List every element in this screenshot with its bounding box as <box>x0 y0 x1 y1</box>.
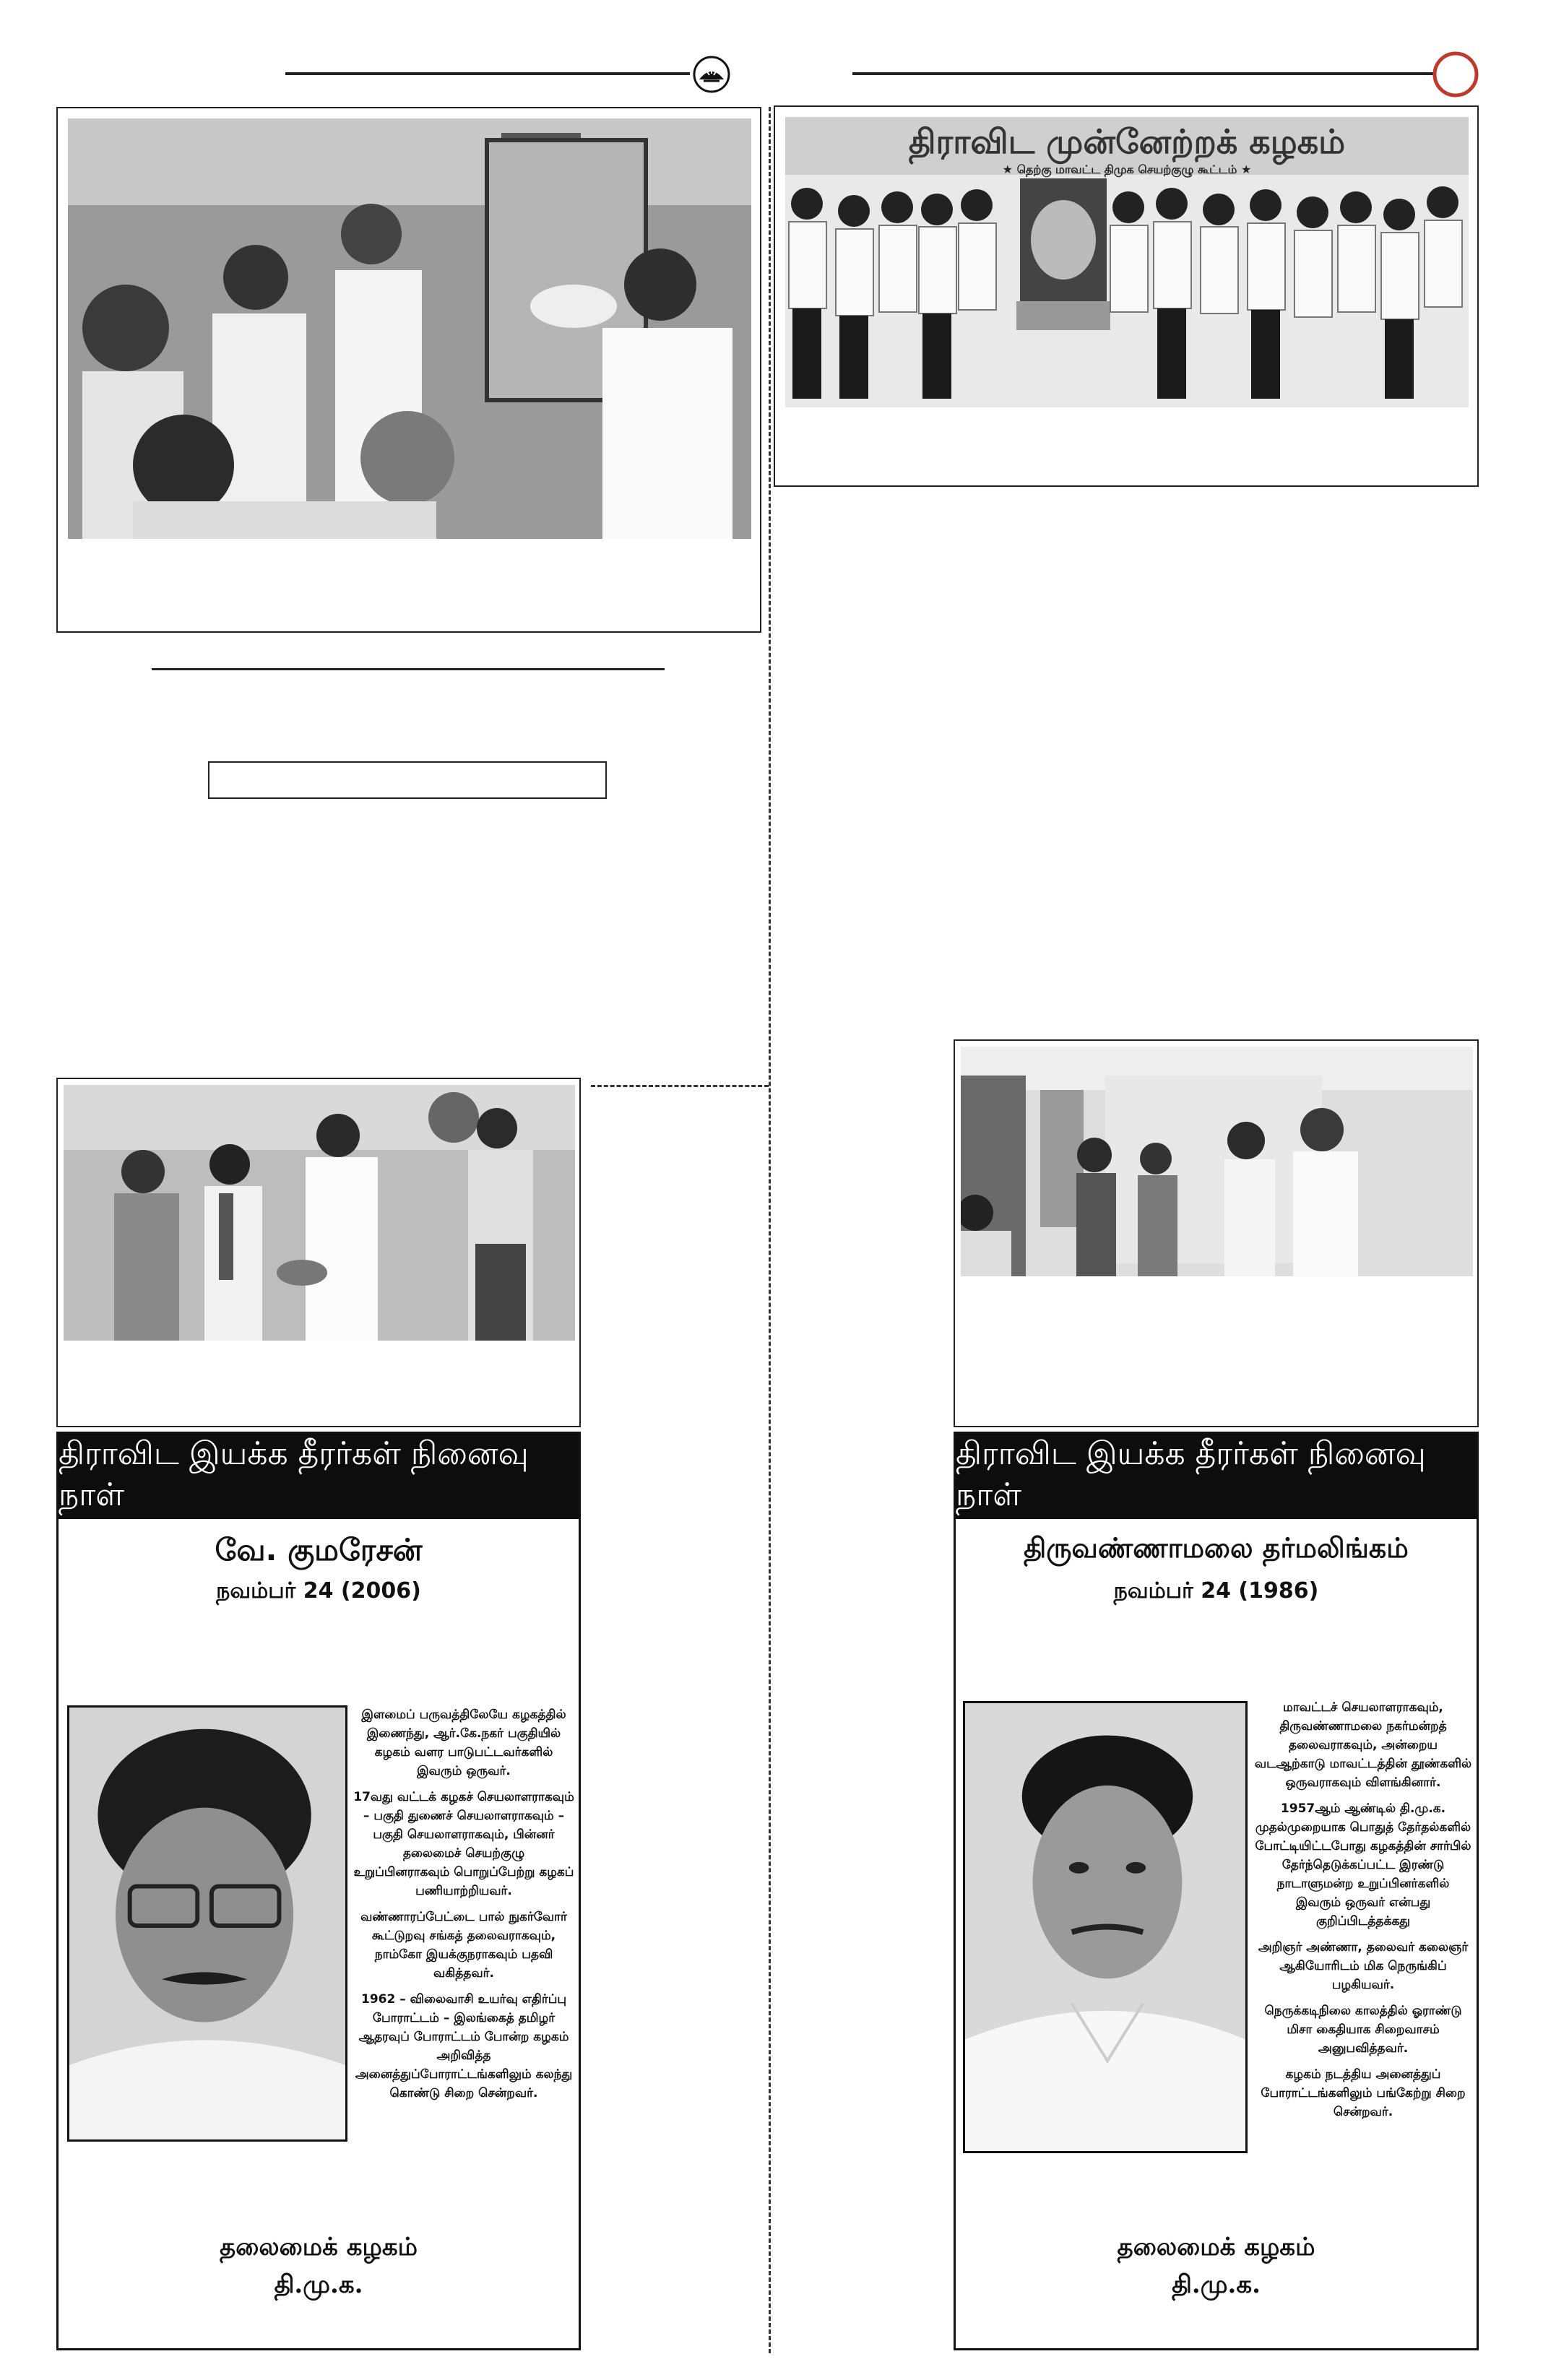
memorial-date: நவம்பர் 24 (1986) <box>1113 1578 1319 1604</box>
footer-line-2: தி.மு.க. <box>274 2270 363 2299</box>
photo-box-mid-left <box>56 1078 581 1427</box>
bio-paragraph: இளமைப் பருவத்திலேயே கழகத்தில் இணைந்து, ஆர்.கே.நகர் பகுதியில் கழகம் வளர பாடுபட்டவர்களில் இவரும் ஒருவர். <box>361 1708 566 1778</box>
portrait-kumaresan <box>67 1705 347 2142</box>
memorial-footer <box>956 2228 1477 2303</box>
bio-paragraph: நெருக்கடிநிலை காலத்தில் ஓராண்டு மிசா கைதியாக சிறைவாசம் அனுபவித்தவர். <box>1264 2004 1462 2056</box>
memorial-card-dharmalingam <box>954 1432 1479 2350</box>
meeting-group-photo <box>785 117 1469 407</box>
footer-line-1: தலைமைக் கழகம் <box>220 2233 418 2262</box>
bio-paragraph: 1957ஆம் ஆண்டில் தி.மு.க. முதல்முறையாக பொதுத் தேர்தல்களில் போட்டியிட்டபோது கழகத்தின் சார்பில் தேர்ந்தெடுக்கப்பட்ட இரண்டு நாடாளுமன்ற உறுப்பினர்களில் இவரும் ஒருவர் என்பது குறிப்பிடத்தக்கது <box>1255 1801 1471 1929</box>
memorial-bio <box>353 1705 574 2110</box>
memorial-bio <box>1253 1698 1473 2129</box>
bio-paragraph: வண்ணாரப்பேட்டை பால் நுகர்வோர் கூட்டுறவு சங்கத் தலைவராகவும், நாம்கோ இயக்குநராகவும் பதவி வகித்தவர். <box>360 1910 567 1981</box>
empty-caption-box <box>208 761 607 799</box>
bio-paragraph: கழகம் நடத்திய அனைத்துப் போராட்டங்களிலும் பங்கேற்று சிறை சென்றவர். <box>1261 2067 1466 2119</box>
bio-paragraph: அறிஞர் அண்ணா, தலைவர் கலைஞர் ஆகியோரிடம் மிக நெருங்கிப் பழகியவர். <box>1258 1940 1469 1992</box>
bio-paragraph: 17வது வட்டக் கழகச் செயலாளராகவும் – பகுதி துணைச் செயலாளராகவும் – பகுதி செயலாளராகவும், பின்னர் தலைமைச் செயற்குழு உறுப்பினராகவும் பொறுப்பேற்று கழகப் பணியாற்றியவர். <box>353 1790 574 1898</box>
memorial-header: திராவிட இயக்க தீரர்கள் நினைவு நாள் <box>59 1434 579 1519</box>
rising-sun-emblem-icon <box>692 55 731 94</box>
photo-box-top-left <box>56 107 761 633</box>
mid-divider-left <box>591 1085 769 1087</box>
banner-text: திராவிட முன்னேற்றக் கழகம் <box>908 122 1346 161</box>
section-rule <box>152 668 665 670</box>
tribute-crowd-photo <box>68 118 751 539</box>
footer-line-2: தி.மு.க. <box>1172 2270 1261 2299</box>
footer-line-1: தலைமைக் கழகம் <box>1117 2233 1315 2262</box>
photo-box-mid-right <box>954 1039 1479 1427</box>
corridor-meeting-photo <box>961 1047 1473 1276</box>
memorial-name: திருவண்ணாமலை தர்மலிங்கம் <box>1024 1532 1409 1564</box>
banner-subtext: ★ தெற்கு மாவட்ட திமுக செயற்குழு கூட்டம் ★ <box>1002 163 1252 176</box>
photo-box-top-right <box>774 105 1479 487</box>
bio-paragraph: மாவட்டச் செயலாளராகவும், திருவண்ணாமலை நகர்மன்றத் தலைவராகவும், அன்றைய வடஆற்காடு மாவட்டத்தின் தூண்களில் ஒருவராகவும் விளங்கினார். <box>1254 1700 1472 1790</box>
circle-emblem-icon <box>1432 51 1479 98</box>
memorial-name: வே. குமரேசன் <box>215 1532 423 1567</box>
memorial-header: திராவிட இயக்க தீரர்கள் நினைவு நாள் <box>956 1434 1477 1519</box>
column-divider <box>769 107 771 2353</box>
header-rule-right <box>852 72 1434 75</box>
header-rule-left <box>285 72 690 75</box>
felicitation-photo <box>64 1085 575 1341</box>
memorial-card-kumaresan <box>56 1432 581 2350</box>
portrait-dharmalingam <box>963 1701 1248 2153</box>
memorial-date: நவம்பர் 24 (2006) <box>216 1578 421 1604</box>
bio-paragraph: 1962 – விலைவாசி உயர்வு எதிர்ப்பு போராட்டம் – இலங்கைத் தமிழர் ஆதரவுப் போராட்டம் போன்ற கழகம் அறிவித்த அனைத்துப்போராட்டங்களிலும் கலந்து கொண்டு சிறை சென்றவர். <box>355 1992 573 2100</box>
memorial-footer <box>59 2228 579 2303</box>
